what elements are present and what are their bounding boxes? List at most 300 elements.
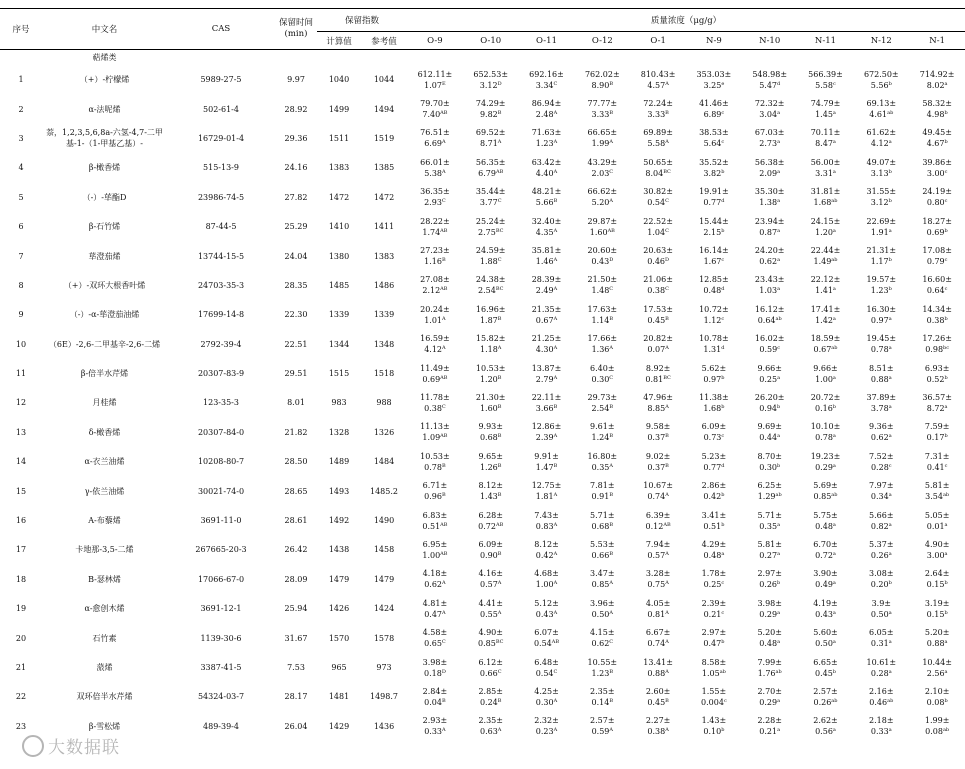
row-number: 23 <box>15 721 27 731</box>
significance-letter: A <box>665 403 669 410</box>
sd-value <box>464 197 518 208</box>
concentration-cell <box>909 212 965 241</box>
cas-number: 13744-15-5 <box>197 251 245 261</box>
concentration-cell <box>909 535 965 564</box>
sd-number: 0.79 <box>926 257 945 267</box>
sd-number: 0.33 <box>870 727 889 737</box>
sd-number: 5.47 <box>759 80 777 90</box>
sd-number: 0.44 <box>759 433 778 443</box>
concentration-cell <box>853 359 909 388</box>
sd-number: 1.07 <box>424 80 442 90</box>
significance-letter: a <box>777 198 781 205</box>
mean-value: 31.55± <box>866 187 897 197</box>
significance-letter: b <box>777 580 781 587</box>
sd-value <box>520 168 574 179</box>
sd-value <box>631 374 685 385</box>
sd-number: 0.67 <box>535 315 554 325</box>
concentration-cell <box>519 65 575 94</box>
sd-number: 0.62 <box>424 580 442 590</box>
mean-value: 5.71± <box>757 510 782 520</box>
significance-letter: B <box>497 403 502 410</box>
sd-value <box>743 344 797 355</box>
sd-value <box>408 168 462 179</box>
sd-value <box>854 550 908 561</box>
concentration-cell <box>742 506 798 535</box>
sd-value <box>743 80 797 91</box>
sd-number: 1.68 <box>703 403 722 413</box>
row-number: 1 <box>18 75 24 85</box>
mean-value: 6.65± <box>813 657 838 667</box>
sd-value <box>631 638 685 649</box>
sd-number: 0.78 <box>424 462 442 472</box>
mean-value: 10.72± <box>699 304 729 314</box>
significance-letter: a <box>832 286 836 293</box>
sd-number: 0.28 <box>870 462 889 472</box>
sd-value <box>464 344 518 355</box>
mean-value: 3.47± <box>590 569 615 579</box>
header-sample: N-10 <box>742 32 798 50</box>
significance-letter: A <box>665 80 669 87</box>
concentration-cell <box>853 594 909 623</box>
mean-value: 6.25± <box>757 481 782 491</box>
sd-value <box>854 256 908 267</box>
concentration-cell <box>909 594 965 623</box>
sd-number: 3.33 <box>647 110 666 120</box>
sd-number: 0.24 <box>479 697 498 707</box>
mean-value: 2.57± <box>813 686 838 696</box>
mean-value: 3.9± <box>871 598 891 608</box>
sd-number: 4.12 <box>870 139 889 149</box>
sd-number: 0.85 <box>478 639 496 649</box>
sd-number: 3.34 <box>535 80 554 90</box>
header-sample: N-11 <box>798 32 854 50</box>
mean-value: 9.36± <box>869 422 894 432</box>
sd-number: 0.33 <box>424 727 442 737</box>
sd-number: 0.51 <box>703 521 722 531</box>
sd-value <box>575 668 629 679</box>
concentration-cell <box>853 535 909 564</box>
mean-value: 39.86± <box>922 157 952 167</box>
sd-value <box>910 579 964 590</box>
mean-value: 30.82± <box>643 187 673 197</box>
concentration-cell <box>742 712 798 741</box>
sd-value <box>799 227 853 238</box>
significance-letter: AB <box>440 550 448 557</box>
significance-letter: A <box>442 345 446 352</box>
sd-value <box>464 403 518 414</box>
concentration-cell <box>686 594 742 623</box>
sd-value <box>408 432 462 443</box>
concentration-cell <box>686 330 742 359</box>
ri-calc-value: 1328 <box>328 427 350 437</box>
mean-value: 24.19± <box>922 187 952 197</box>
concentration-cell <box>686 183 742 212</box>
sd-value <box>743 550 797 561</box>
mean-value: 8.92± <box>645 363 671 373</box>
mean-value: 48.21± <box>531 187 562 197</box>
significance-letter: C <box>497 257 502 264</box>
concentration-cell <box>519 359 575 388</box>
sd-value <box>854 374 908 385</box>
significance-letter: A <box>609 198 614 205</box>
cas-number: 54324-03-7 <box>197 692 245 702</box>
ri-ref-value: 1348 <box>373 339 395 349</box>
mean-value: 2.16± <box>869 686 894 696</box>
concentration-cell <box>463 65 519 94</box>
mean-value: 67.03± <box>754 128 785 138</box>
sd-value <box>464 227 518 238</box>
significance-letter: b <box>721 492 725 499</box>
sd-value <box>687 726 741 737</box>
significance-letter: C <box>609 168 614 175</box>
sd-number: 3.78 <box>870 403 889 413</box>
sd-number: 0.64 <box>926 286 945 296</box>
significance-letter: D <box>665 257 670 264</box>
compound-name: β-石竹烯 <box>88 222 121 232</box>
significance-letter: c <box>777 345 780 352</box>
mean-value: 50.65± <box>643 157 673 167</box>
sd-number: 4.40 <box>535 168 554 178</box>
sd-number: 9.82 <box>479 110 498 120</box>
sd-value <box>910 462 964 473</box>
concentration-cell <box>519 330 575 359</box>
sd-number: 0.28 <box>870 668 889 678</box>
sd-number: 1.43 <box>479 492 498 502</box>
concentration-cell <box>798 330 854 359</box>
sd-number: 0.57 <box>647 550 666 560</box>
table-row <box>0 594 965 623</box>
sd-value <box>854 462 908 473</box>
significance-letter: B <box>665 462 669 469</box>
mean-value: 2.27± <box>645 716 671 726</box>
significance-letter: A <box>665 609 669 616</box>
header-sample: O-11 <box>519 32 575 50</box>
sd-value <box>854 285 908 296</box>
sd-value <box>687 462 741 473</box>
mean-value: 56.00± <box>810 157 841 167</box>
significance-letter: a <box>888 521 892 528</box>
concentration-cell <box>798 183 854 212</box>
sd-number: 0.42 <box>535 550 554 560</box>
concentration-cell <box>742 594 798 623</box>
concentration-cell <box>463 447 519 476</box>
mean-value: 2.85± <box>478 686 503 696</box>
concentration-cell <box>574 124 630 153</box>
sd-value <box>464 256 518 267</box>
compound-name: 荜澄茄烯 <box>88 251 121 261</box>
sd-number: 0.81 <box>647 609 666 619</box>
concentration-cell <box>686 565 742 594</box>
concentration-cell <box>407 183 463 212</box>
significance-letter: b <box>888 580 892 587</box>
concentration-cell <box>463 359 519 388</box>
sd-number: 0.27 <box>759 550 778 560</box>
concentration-cell <box>630 359 686 388</box>
significance-letter: c <box>721 139 725 146</box>
mean-value: 10.61± <box>866 657 897 667</box>
mean-value: 12.86± <box>531 422 562 432</box>
sd-number: 1.60 <box>589 227 608 237</box>
sd-number: 0.62 <box>591 639 610 649</box>
sd-number: 1.38 <box>759 198 778 208</box>
mean-value: 8.12± <box>534 539 559 549</box>
compound-name: β-雪松烯 <box>88 721 121 731</box>
table-row <box>0 535 965 564</box>
sd-number: 6.79 <box>478 168 496 178</box>
cas-number: 87-44-5 <box>205 222 237 232</box>
concentration-cell <box>853 712 909 741</box>
sd-value <box>799 491 853 502</box>
sd-value <box>687 80 741 91</box>
sd-value <box>575 579 629 590</box>
mean-value: 15.82± <box>475 334 506 344</box>
sd-value <box>408 109 462 120</box>
concentration-cell <box>909 153 965 182</box>
sd-number: 3.12 <box>479 80 498 90</box>
mean-value: 12.85± <box>699 275 729 285</box>
mean-value: 3.98± <box>422 657 448 667</box>
concentration-cell <box>742 65 798 94</box>
concentration-cell <box>853 623 909 652</box>
significance-letter: a <box>888 374 892 381</box>
concentration-cell <box>574 712 630 741</box>
sd-value <box>687 227 741 238</box>
ri-ref-value: 1436 <box>373 721 395 731</box>
mean-value: 7.52± <box>869 451 894 461</box>
sd-number: 2.09 <box>759 168 778 178</box>
sd-value <box>910 403 964 414</box>
significance-letter: a <box>832 315 836 322</box>
significance-letter: b <box>832 668 836 675</box>
mean-value: 672.50± <box>863 69 899 79</box>
cas-number: 2792-39-4 <box>200 339 242 349</box>
significance-letter: b <box>944 374 948 381</box>
concentration-cell <box>463 653 519 682</box>
concentration-cell <box>909 476 965 505</box>
compound-name: α-愈创木烯 <box>84 604 125 614</box>
sd-value <box>575 521 629 532</box>
concentration-cell <box>407 124 463 153</box>
concentration-cell <box>742 300 798 329</box>
sd-number: 2.12 <box>422 286 441 296</box>
concentration-cell <box>742 183 798 212</box>
mean-value: 22.11± <box>531 392 562 402</box>
mean-value: 2.62± <box>813 716 838 726</box>
mean-value: 6.28± <box>478 510 503 520</box>
sd-number: 0.65 <box>424 639 442 649</box>
significance-letter: A <box>609 139 614 146</box>
sd-value <box>854 227 908 238</box>
sd-value <box>799 668 853 679</box>
compound-name: A-布藜烯 <box>88 516 121 526</box>
sd-number: 0.29 <box>759 697 778 707</box>
concentration-cell <box>630 94 686 123</box>
concentration-cell <box>798 594 854 623</box>
sd-value <box>687 109 741 120</box>
sd-number: 1.41 <box>815 286 833 296</box>
significance-letter: C <box>665 227 669 234</box>
mean-value: 6.95± <box>422 539 448 549</box>
table-row <box>0 271 965 300</box>
sd-value <box>687 197 741 208</box>
significance-letter: E <box>441 80 446 87</box>
significance-letter: A <box>442 139 446 146</box>
concentration-cell <box>574 330 630 359</box>
significance-letter: c <box>888 462 892 469</box>
mean-value: 9.02± <box>645 451 671 461</box>
sd-number: 0.62 <box>870 433 889 443</box>
row-number: 15 <box>15 486 27 496</box>
ri-ref-value: 1498.7 <box>370 692 398 702</box>
sd-value <box>464 285 518 296</box>
significance-letter: C <box>553 668 558 675</box>
significance-letter: b <box>944 580 948 587</box>
sd-number: 1.47 <box>535 462 554 472</box>
concentration-cell <box>407 359 463 388</box>
mean-value: 49.45± <box>922 128 952 138</box>
concentration-cell <box>909 623 965 652</box>
sd-value <box>854 315 908 326</box>
sd-value <box>743 285 797 296</box>
significance-letter: b <box>721 727 725 734</box>
ri-ref-value: 973 <box>376 663 392 672</box>
concentration-cell <box>574 535 630 564</box>
significance-letter: A <box>497 139 502 146</box>
table-row <box>0 682 965 711</box>
sd-number: 0.80 <box>926 198 945 208</box>
row-number: 4 <box>18 163 24 173</box>
cas-number: 24703-35-3 <box>197 280 245 290</box>
mean-value: 7.97± <box>869 481 894 491</box>
sd-number: 0.48 <box>815 521 833 531</box>
concentration-cell <box>909 682 965 711</box>
mean-value: 10.44± <box>922 657 952 667</box>
sd-number: 0.46 <box>869 697 888 707</box>
mean-value: 2.60± <box>645 686 671 696</box>
concentration-cell <box>686 359 742 388</box>
sd-value <box>575 138 629 149</box>
table-row <box>0 623 965 652</box>
concentration-cell <box>407 712 463 741</box>
significance-letter: a <box>777 168 781 175</box>
row-number: 18 <box>15 574 27 584</box>
concentration-cell <box>686 271 742 300</box>
sd-value <box>520 550 574 561</box>
sd-value <box>799 462 853 473</box>
mean-value: 1.55± <box>701 686 727 696</box>
sd-value <box>743 197 797 208</box>
header-cas: CAS <box>167 9 275 50</box>
compound-name: （+）-柠檬烯 <box>79 75 130 85</box>
sd-value <box>687 432 741 443</box>
mean-value: 2.84± <box>422 686 448 696</box>
sd-value <box>520 521 574 532</box>
mean-value: 4.90± <box>478 628 503 638</box>
compound-name: α-法呢烯 <box>88 104 121 114</box>
significance-letter: ab <box>775 492 782 499</box>
sd-number: 0.21 <box>703 609 722 619</box>
sd-number: 2.73 <box>759 139 778 149</box>
mean-value: 16.96± <box>475 304 506 314</box>
sd-value <box>910 109 964 120</box>
significance-letter: B <box>441 492 446 499</box>
sd-number: 5.38 <box>424 168 442 178</box>
compound-name: 双环倍半水芹烯 <box>76 692 133 702</box>
mean-value: 37.89± <box>866 392 897 402</box>
significance-letter: C <box>441 639 446 646</box>
sd-value <box>464 80 518 91</box>
significance-letter: AB <box>495 168 504 175</box>
cas-number: 17066-67-0 <box>197 574 245 584</box>
significance-letter: a <box>832 110 836 117</box>
significance-letter: a <box>832 139 836 146</box>
sd-number: 3.31 <box>815 168 833 178</box>
concentration-cell <box>853 682 909 711</box>
concentration-cell <box>686 65 742 94</box>
mean-value: 9.58± <box>645 422 671 432</box>
sd-number: 1.87 <box>479 315 498 325</box>
concentration-cell <box>519 124 575 153</box>
significance-letter: a <box>888 315 892 322</box>
mean-value: 11.49± <box>420 363 450 373</box>
cas-number: 23986-74-5 <box>197 192 245 202</box>
concentration-cell <box>853 65 909 94</box>
concentration-cell <box>630 183 686 212</box>
sd-value <box>854 80 908 91</box>
row-number: 9 <box>18 310 24 320</box>
sd-number: 0.55 <box>479 609 498 619</box>
compound-name: 石竹素 <box>92 633 117 643</box>
sd-value <box>910 256 964 267</box>
significance-letter: D <box>609 257 614 264</box>
significance-letter: a <box>888 727 892 734</box>
significance-letter: b <box>944 315 948 322</box>
sd-number: 0.17 <box>926 433 945 443</box>
row-number: 13 <box>15 427 27 437</box>
mean-value: 6.93± <box>924 363 950 373</box>
sd-number: 1.12 <box>703 315 722 325</box>
sd-value <box>408 374 462 385</box>
sd-value <box>631 521 685 532</box>
sd-number: 2.15 <box>703 227 722 237</box>
mean-value: 6.05± <box>869 628 894 638</box>
significance-letter: A <box>497 727 502 734</box>
retention-time: 28.09 <box>284 574 308 584</box>
significance-letter: a <box>832 521 836 528</box>
sd-number: 0.59 <box>591 727 610 737</box>
sd-number: 1.00 <box>422 550 441 560</box>
sd-number: 0.34 <box>870 492 889 502</box>
concentration-cell <box>574 565 630 594</box>
retention-time: 24.04 <box>284 251 308 261</box>
mean-value: 8.58± <box>701 657 727 667</box>
mean-value: 7.43± <box>534 510 559 520</box>
mean-value: 1.78± <box>701 569 727 579</box>
significance-letter: B <box>609 433 614 440</box>
significance-letter: b <box>944 433 948 440</box>
concentration-cell <box>463 535 519 564</box>
significance-letter: d <box>721 345 725 352</box>
sd-value <box>743 227 797 238</box>
mean-value: 18.27± <box>922 216 952 226</box>
concentration-cell <box>630 682 686 711</box>
mean-value: 3.41± <box>701 510 727 520</box>
sd-value <box>575 432 629 443</box>
sd-number: 3.13 <box>870 168 889 178</box>
mean-value: 61.62± <box>866 128 897 138</box>
significance-letter: B <box>609 697 614 704</box>
concentration-cell <box>630 388 686 417</box>
